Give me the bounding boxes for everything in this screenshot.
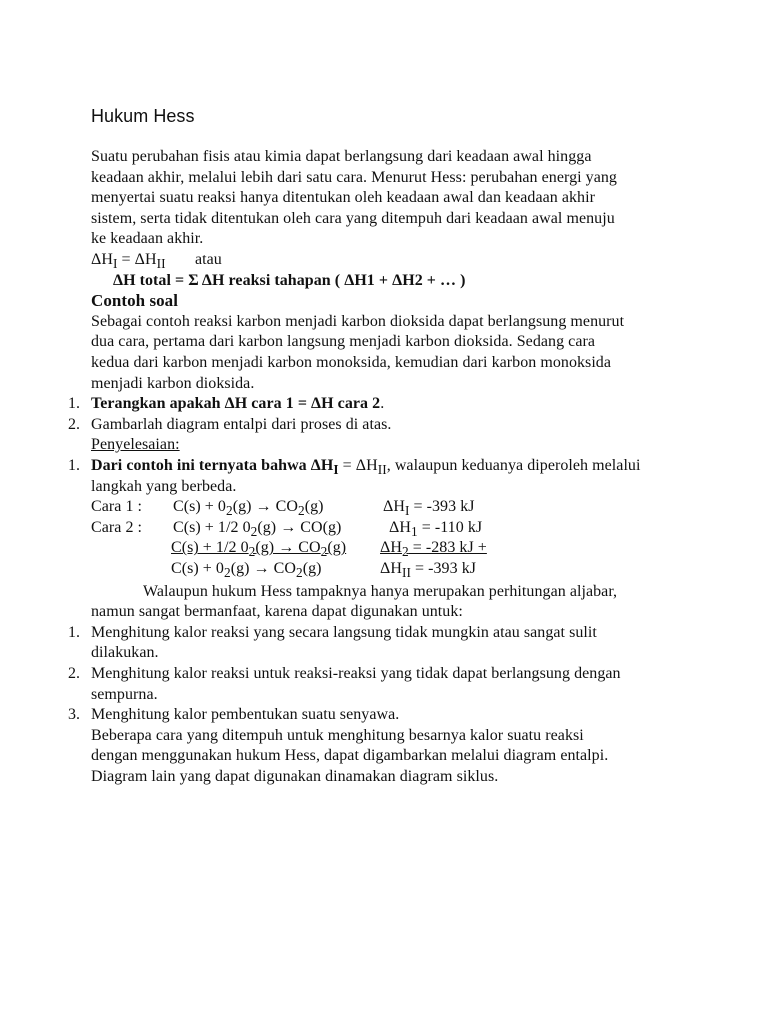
answer-1-bold-sub: I <box>333 462 339 478</box>
answer-1-rest: , walaupun keduanya diperoleh melalui <box>386 457 641 474</box>
cara-2-label: Cara 2 : <box>91 518 143 536</box>
intro-line-4: sistem, serta tidak ditentukan oleh cara yang ditempuh dari keadaan awal menuju <box>91 209 615 227</box>
cara-2-reaction-2: C(s) + 1/2 $0_2(g) \to CO_2(g)$ <box>171 539 347 560</box>
example-line-3: kedua dari karbon menjadi karbon monoksida, kemudian dari karbon monoksida <box>91 354 612 371</box>
solution-heading: Penyelesaian: <box>91 436 180 454</box>
formula-atau: atau <box>195 251 222 268</box>
para2-line-1: Walaupun hukum Hess tampaknya hanya merupakan perhitungan aljabar, <box>143 582 618 600</box>
cara-2-enthalpy-1: $\Delta H_1 = -110$ kJ <box>389 518 483 539</box>
question-2-text: Gambarlah diagram entalpi dari proses di atas. <box>91 415 392 433</box>
para2-line-2: namun sangat bermanfaat, karena dapat digunakan untuk: <box>91 603 463 621</box>
intro-line-5: ke keadaan akhir. <box>91 230 204 248</box>
formula-eq: = ΔH <box>117 251 157 268</box>
example-line-1: Sebagai contoh reaksi karbon menjadi karbon dioksida dapat berlangsung menurut <box>91 312 625 330</box>
formula-lhs: ΔH <box>91 251 113 268</box>
cara-2-enthalpy-2: $\Delta H_2 = -283$ kJ + <box>380 539 487 560</box>
cara-1-enthalpy: $\Delta H_I = -393$ kJ <box>383 498 475 519</box>
formula-sub-2: II <box>156 256 166 272</box>
question-1-end: . <box>380 395 385 413</box>
question-2-number: 2. <box>68 415 81 433</box>
answer-1-mid: = ΔH <box>338 457 378 474</box>
cara-1-reaction: $C(s) + 0_2(g) \to CO_2(g)$ <box>173 498 324 519</box>
example-line-2: dua cara, pertama dari karbon langsung menjadi karbon dioksida. Sedang cara <box>91 333 596 351</box>
use-2-line-2: sempurna. <box>91 685 158 703</box>
use-2-line-1: Menghitung kalor reaksi untuk reaksi-reaksi yang tidak dapat berlangsung dengan <box>91 665 621 682</box>
formula-delta-h-total <box>113 271 466 292</box>
answer-1-bold: Dari contoh ini ternyata bahwa ΔH <box>91 457 334 474</box>
formula-sub-1: I <box>112 256 118 272</box>
example-line-4: menjadi karbon dioksida. <box>91 374 255 392</box>
closing-line-3: Diagram lain yang dapat digunakan dinamakan diagram siklus. <box>91 768 499 785</box>
page-title: Hukum Hess <box>91 106 195 126</box>
closing-line-2: dengan menggunakan hukum Hess, dapat digambarkan melalui diagram entalpi. <box>91 747 609 765</box>
formula-total-text: ΔH total = Σ ΔH reaksi tahapan ( ΔH1 + ΔH2 + … ) <box>113 271 466 289</box>
answer-1-number: 1. <box>68 457 81 474</box>
question-1-text: Terangkan apakah ΔH cara 1 = ΔH cara 2 <box>91 395 381 413</box>
use-3-number: 3. <box>68 706 81 724</box>
use-2-number: 2. <box>68 665 81 682</box>
intro-line-2: keadaan akhir, melalui lebih dari satu cara. Menurut Hess: perubahan energi yang <box>91 168 617 186</box>
answer-1-sub: II <box>377 462 387 478</box>
use-1-number: 1. <box>68 623 81 641</box>
intro-line-1: Suatu perubahan fisis atau kimia dapat berlangsung dari keadaan awal hingga <box>91 148 592 165</box>
use-1-line-1: Menghitung kalor reaksi yang secara langsung tidak mungkin atau sangat sulit <box>91 623 597 641</box>
answer-1-line-2: langkah yang berbeda. <box>91 477 237 495</box>
cara-2-total-enthalpy: $\Delta H_{II} = -393$ kJ <box>380 560 477 581</box>
use-3-line-1: Menghitung kalor pembentukan suatu senyawa. <box>91 706 400 724</box>
cara-2-total-reaction: $C(s) + 0_2(g) \to CO_2(g)$ <box>171 560 322 581</box>
use-1-line-2: dilakukan. <box>91 644 159 662</box>
question-1 <box>91 394 384 415</box>
cara-2-reaction-1: C(s) + 1/2 $0_2(g) \to CO(g)$ <box>173 518 342 539</box>
cara-1-label: Cara 1 : <box>91 498 143 516</box>
example-heading: Contoh soal <box>91 291 178 311</box>
question-1-number: 1. <box>68 395 81 413</box>
closing-line-1: Beberapa cara yang ditempuh untuk menghitung besarnya kalor suatu reaksi <box>91 726 584 744</box>
intro-line-3: menyertai suatu reaksi hanya ditentukan oleh keadaan awal dan keadaan akhir <box>91 189 595 207</box>
